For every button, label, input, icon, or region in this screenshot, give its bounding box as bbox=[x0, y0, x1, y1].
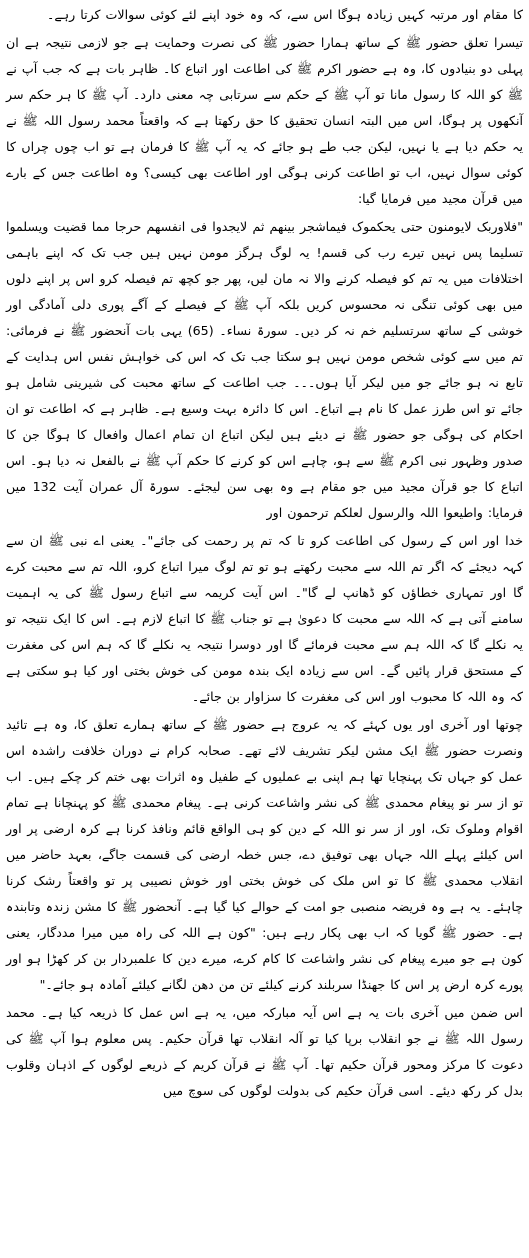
paragraph-fourth-relation-support: چوتھا اور آخری اور یوں کہئے کہ یہ عروج ہے حضور ﷺ کے ساتھ ہمارے تعلق کا، وہ ہے تائید ونصرت حضور ﷺ ایک مشن لیکر تشریف لائے تھے۔ صحابہ کرام نے دوران خلافت راشدہ اس عمل کو جہاں تک پہنچایا تھا ہم اپنی بے عملیوں کے طفیل وہ اثرات بھی ختم کر چکے ہیں۔ اب تو از سر نو پیغام محمدی ﷺ کی نشر واشاعت کرنی ہے۔ پیغام محمدی ﷺ کو پہنچانا ہے تمام اقوام وملوک تک، اور از سر نو اللہ کے دین کو ہی الواقع قائم ونافذ کرنا ہے کرہ ارضی پر اور اس کیلئے پہلے اللہ جہاں بھی توفیق دے، جس خطہ ارضی کی قسمت جاگے، بعہد حاضر میں انقلاب محمدی ﷺ کا تو اس ملک کی خوش بختی اور خوش نصیبی پر تو واقعتاً رشک کرنا چاہئے۔ یہ ہے وہ فریضہ منصبی جو امت کے حوالے کیا گیا ہے۔ آنحضور ﷺ کا مشن زندہ وتابندہ ہے۔ حضور ﷺ گویا کہ اب بھی پکار رہے ہیں: "کون ہے اللہ کی راہ میں میرا مددگار، یعنی کون ہے جو میرے پیغام کی نشر واشاعت کا کام کرے، میرے دین کا علمبردار بن کر کھڑا ہو اور پورے کرہ ارض پر اس کا جھنڈا سربلند کرنے کیلئے تن من دھن لگانے کیلئے آمادہ ہو جائے۔" bbox=[6, 717, 523, 992]
paragraph-obedience-and-mercy: خدا اور اس کے رسول کی اطاعت کرو تا کہ تم پر رحمت کی جائے"۔ یعنی اے نبی ﷺ ان سے کہہ دیجئے کہ اگر تم اللہ سے محبت رکھتے ہو تو تم لوگ میرا اتباع کرو، اللہ تم سے محبت کرے گا اور تمہاری خطاؤں کو ڈھانپ لے گا"۔ اس آیت کریمہ سے اتباع رسول ﷺ کی یہ اہمیت سامنے آتی ہے کہ اللہ سے محبت کا دعویٰ ہے تو جناب ﷺ کا اتباع لازم ہے۔ اس کا ایک نتیجہ تو یہ نکلے گا کہ اللہ ہم سے محبت فرمائے گا اور دوسرا نتیجہ یہ نکلے گا کہ ہم اس کی مغفرت کے مستحق قرار پائیں گے۔ اس سے زیادہ ایک بندہ مومن کی خوش بختی اور کیا ہو سکتی ہے کہ وہ اللہ کا محبوب اور اس کی مغفرت کا سزاوار بن جائے۔ bbox=[6, 533, 523, 704]
paragraph-final-point-quran: اس ضمن میں آخری بات یہ ہے اس آیہ مبارکہ میں، یہ ہے اس عمل کا ذریعہ کیا ہے۔ محمد رسول اللہ ﷺ نے جو انقلاب برپا کیا تو آلہ انقلاب تھا قرآن حکیم۔ پس معلوم ہوا آپ ﷺ کی دعوت کا مرکز ومحور قرآن حکیم تھا۔ آپ ﷺ نے قرآن کریم کے ذریعے لوگوں کے اذہان وقلوب بدل کر رکھ دیئے۔ اسی قرآن حکیم کی بدولت لوگوں کی سوچ میں bbox=[6, 1005, 523, 1098]
paragraph-opening-line: کا مقام اور مرتبہ کہیں زیادہ ہوگا اس سے، کہ وہ خود اپنے لئے کوئی سوالات کرتا رہے۔ bbox=[47, 7, 523, 22]
paragraph-third-relation-obedience: تیسرا تعلق حضور ﷺ کے ساتھ ہمارا حضور ﷺ کی نصرت وحمایت ہے جو لازمی نتیجہ ہے ان پہلی دو بنیادوں کا، وہ ہے حضور اکرم ﷺ کی اطاعت اور اتباع کا۔ ظاہر بات ہے کہ جب آپ نے ﷺ کو اللہ کا رسول مانا تو آپ ﷺ کے حکم سے سرتابی چہ معنی دارد۔ آپ ﷺ کا ہر حکم سر آنکھوں پر ہوگا، اس میں البتہ انسان تحقیق کا حق رکھتا ہے کہ واقعتاً محمد رسول اللہ ﷺ نے یہ حکم دیا ہے یا نہیں، لیکن جب طے ہو جائے کہ یہ آپ ﷺ کا فرمان ہے تو اب چوں چراں کا کوئی سوال نہیں، اب تو اطاعت کرنی ہوگی اور اطاعت بھی کیسی؟ وہ اطاعت جس کے بارے میں قرآن مجید میں فرمایا گیا: bbox=[6, 35, 523, 206]
paragraph-quran-quote-surah-nisa: "فلاوربک لایومنون حتی یحکموک فیماشجر بینھم ثم لایجدوا فی انفسھم حرجا مما قضیت ویسلموا تسلیما پس نہیں تیرے رب کی قسم! یہ لوگ ہرگز مومن نہیں ہیں جب تک کہ اپنے باہمی اختلافات میں یہ تم کو فیصلہ کرنے والا نہ مان لیں، پھر جو کچھ تم فیصلہ کرو اس پر اپنے دلوں میں بھی کوئی تنگی نہ محسوس کریں بلکہ آپ ﷺ کے فیصلے کے آگے پوری دلی آمادگی اور خوشی کے ساتھ سرتسلیم خم نہ کر دیں۔ سورۃ نساء۔ (65) یہی بات آنحضور ﷺ نے فرمائی: تم میں سے کوئی شخص مومن نہیں ہو سکتا جب تک کہ اس کی خواہش نفس اس ہدایت کے تابع نہ ہو جائے جو میں لیکر آیا ہوں۔۔۔ جب اطاعت کے ساتھ محبت کی شیرینی شامل ہو جائے تو اس طرز عمل کا نام ہے اتباع۔ اس کا دائرہ بہت وسیع ہے۔ ظاہر ہے کہ اطاعت تو ان احکام کی ہوگی جو حضور ﷺ نے دیئے ہیں لیکن اتباع ان تمام اعمال وافعال کا ہوگا جن کا صدور وظہور نبی اکرم ﷺ سے ہو، چاہے اس کو کرنے کا حکم آپ ﷺ نے بالفعل نہ دیا ہو۔ اس اتباع کا جو قرآن مجید میں جو مقام ہے وہ بھی سن لیجئے۔ سورۃ آل عمران آیت 132 میں فرمایا: واطیعوا اللہ والرسول لعلکم ترحمون اور bbox=[6, 219, 523, 520]
